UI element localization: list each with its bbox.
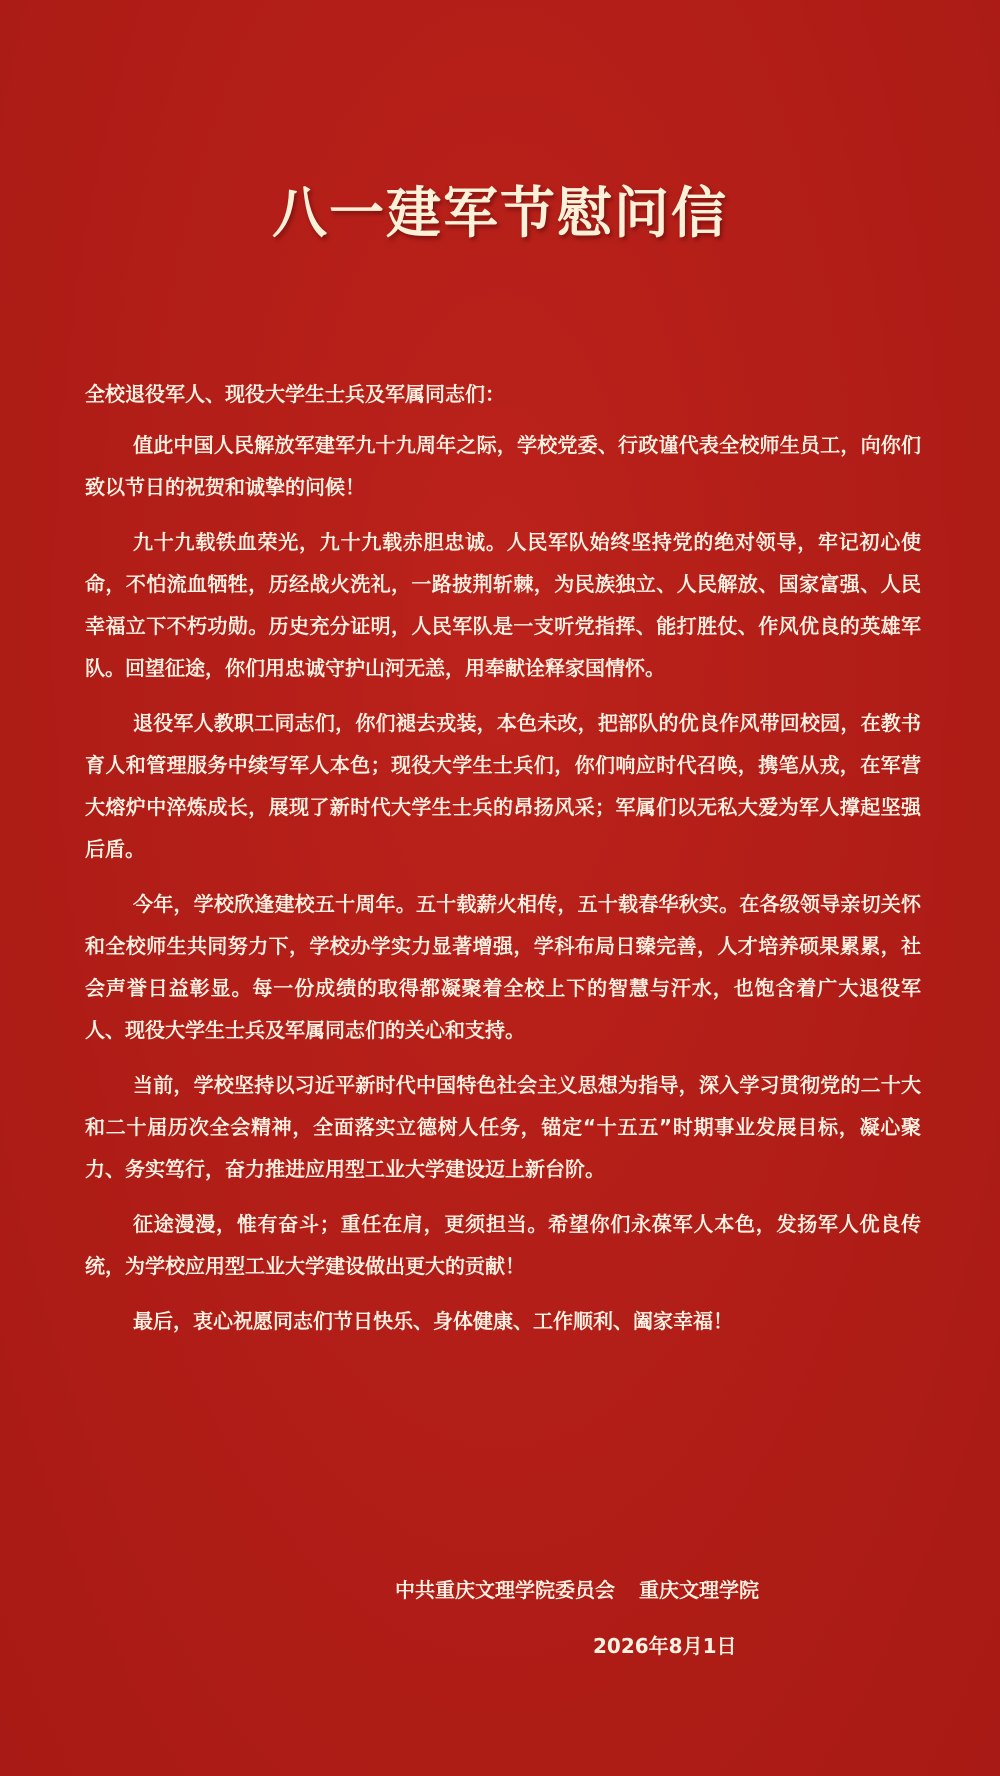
paragraph-greeting: 值此中国人民解放军建军九十九周年之际，学校党委、行政谨代表全校师生员工，向你们致以节日的祝贺和诚挚的问候！ [85, 433, 921, 499]
paragraph-hopes: 征途漫漫，惟有奋斗；重任在肩，更须担当。希望你们永葆军人本色，发扬军人优良传统，为学校应用型工业大学建设做出更大的贡献！ [85, 1212, 921, 1278]
page-title: 八一建军节慰问信 [271, 180, 728, 245]
letter-body [85, 372, 921, 1355]
paragraph-closing-wishes: 最后，衷心祝愿同志们节日快乐、身体健康、工作顺利、阖家幸福！ [133, 1309, 733, 1333]
paragraph-veterans: 退役军人教职工同志们，你们褪去戎装，本色未改，把部队的优良作风带回校园，在教书育人和管理服务中续写军人本色；现役大学生士兵们，你们响应时代召唤，携笔从戎，在军营大熔炉中淬炼成长，展现了新时代大学生士兵的昂扬风采；军属们以无私大爱为军人撑起坚强后盾。 [85, 711, 921, 861]
paragraph-army-history: 九十九载铁血荣光，九十九载赤胆忠诚。人民军队始终坚持党的绝对领导，牢记初心使命，不怕流血牺牲，历经战火洗礼，一路披荆斩棘，为民族独立、人民解放、国家富强、人民幸福立下不朽功勋。历史充分证明，人民军队是一支听党指挥、能打胜仗、作风优良的英雄军队。回望征途，你们用忠诚守护山河无恙，用奉献诠释家国情怀。 [85, 530, 921, 680]
salutation: 全校退役军人、现役大学生士兵及军属同志们： [85, 382, 505, 406]
paragraph-school-anniversary: 今年，学校欣逢建校五十周年。五十载薪火相传，五十载春华秋实。在各级领导亲切关怀和全校师生共同努力下，学校办学实力显著增强，学科布局日臻完善，人才培养硕果累累，社会声誉日益彰显。每一份成绩的取得都凝聚着全校上下的智慧与汗水，也饱含着广大退役军人、现役大学生士兵及军属同志们的关心和支持。 [85, 892, 921, 1042]
paragraph-current-goals: 当前，学校坚持以习近平新时代中国特色社会主义思想为指导，深入学习贯彻党的二十大和二十届历次全会精神，全面落实立德树人任务，锚定“十五五”时期事业发展目标，凝心聚力、务实笃行，奋力推进应用型工业大学建设迈上新台阶。 [85, 1073, 921, 1181]
signature-college: 重庆文理学院 [639, 1578, 759, 1602]
signature-organizations [395, 1570, 875, 1610]
signature-party-committee: 中共重庆文理学院委员会 [395, 1578, 615, 1602]
signature-block [395, 1570, 875, 1658]
signature-date: 2026年8月1日 [593, 1634, 737, 1658]
